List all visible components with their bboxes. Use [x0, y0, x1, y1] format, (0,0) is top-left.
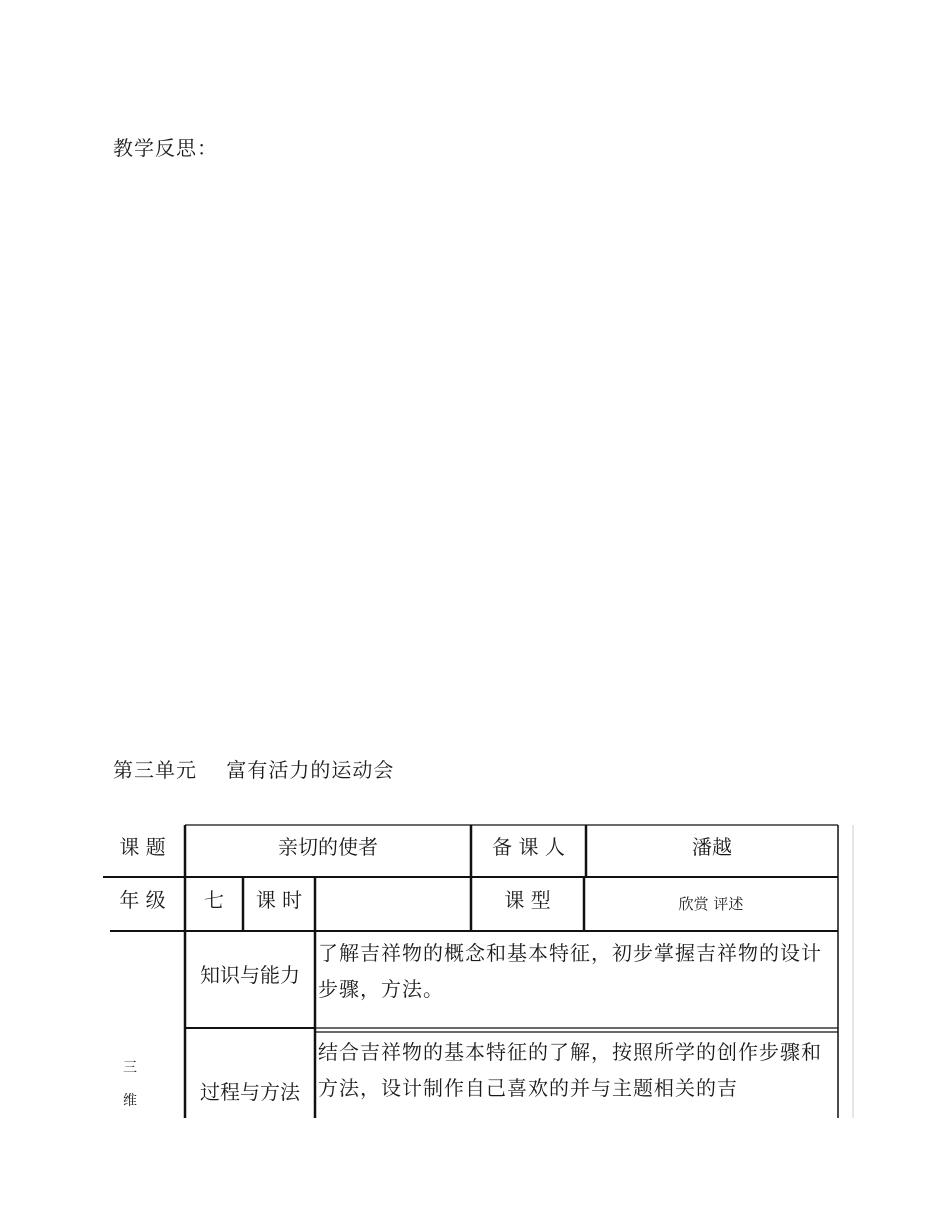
- period-label: 课 时: [255, 887, 303, 912]
- period-value: [315, 877, 471, 919]
- goal-category-process: 过程与方法: [200, 1079, 300, 1104]
- grade-value: 七: [204, 887, 224, 912]
- teaching-reflection-label: 教学反思：: [113, 136, 218, 160]
- grade-label: 年 级: [119, 887, 166, 912]
- topic-label: 课 题: [119, 834, 166, 859]
- goal-text-process: 结合吉祥物的基本特征的了解，按照所学的创作步骤和方法，设计制作自己喜欢的并与主题相关的吉: [318, 1040, 822, 1100]
- goal-category-knowledge: 知识与能力: [200, 962, 300, 987]
- three-dimension-label-line1: 三: [123, 1060, 137, 1076]
- lesson-type-label: 课 型: [504, 887, 551, 912]
- goal-text-knowledge: 了解吉祥物的概念和基本特征，初步掌握吉祥物的设计步骤，方法。: [318, 941, 822, 1001]
- lesson-type-value: 欣赏 评述: [678, 894, 744, 913]
- topic-value: 亲切的使者: [278, 834, 378, 859]
- unit-heading: 第三单元 富有活力的运动会: [113, 758, 395, 782]
- preparer-value: 潘越: [692, 834, 732, 859]
- preparer-label: 备 课 人: [492, 834, 565, 859]
- three-dimension-label-line2: 维: [123, 1093, 137, 1109]
